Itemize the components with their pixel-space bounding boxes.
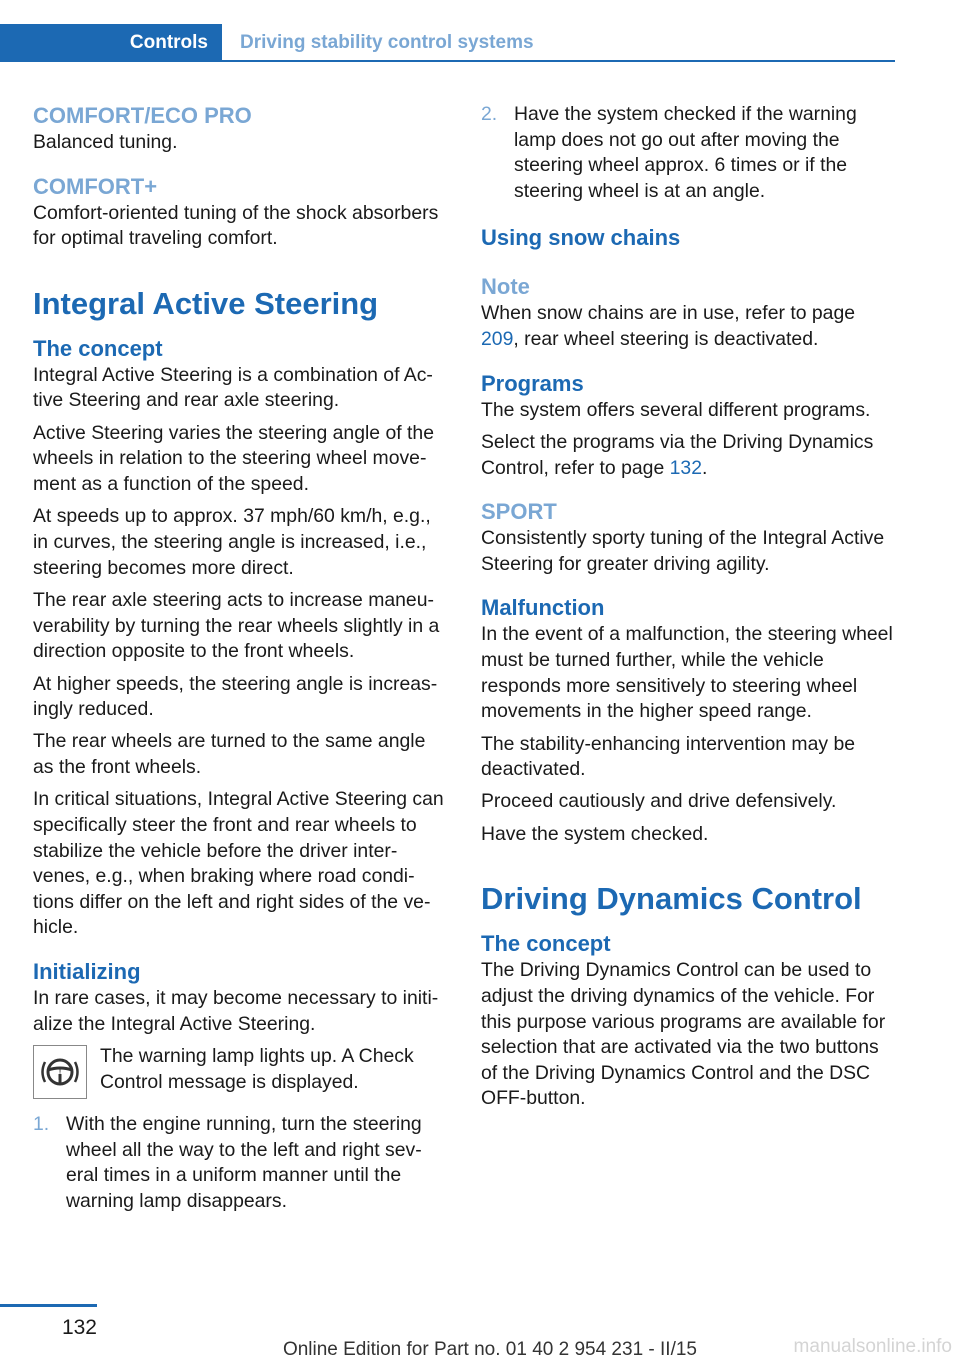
step-number: 2. <box>481 103 498 125</box>
left-column <box>33 102 447 1221</box>
para-malfunction-4: Have the system checked. <box>481 822 709 845</box>
heading-the-concept-2: The concept <box>481 931 611 957</box>
para-malfunction-3: Proceed cautiously and drive defensively. <box>481 790 837 813</box>
heading-programs: Programs <box>481 370 584 396</box>
edition-info: Online Edition for Part no. 01 40 2 954 231 - II/15 <box>282 1339 697 1360</box>
para-malfunction-2: The stability-enhancing intervention may be deactivated. <box>481 732 856 781</box>
para-comfort-eco: Balanced tuning. <box>33 131 178 153</box>
programs-text-pre: Select the programs via the Driving Dynamics Control, refer to page <box>481 430 874 479</box>
heading-note: Note <box>481 274 530 300</box>
header-section: Controls <box>129 32 208 53</box>
heading-initializing: Initializing <box>33 959 141 985</box>
right-column <box>481 102 895 1119</box>
para-sport: Consistently sporty tuning of the Integral Active Steering for greater driving agility. <box>481 527 885 575</box>
para-concept-4: The rear axle steering acts to increase maneuverability by turning the rear wheels slightly in a direction opposite to the front wheels. <box>33 588 440 663</box>
heading-the-concept: The concept <box>33 335 163 361</box>
para-initializing: In rare cases, it may become necessary to initialize the Integral Active Steering. <box>33 987 439 1035</box>
page-link-132[interactable]: 132 <box>669 456 702 479</box>
para-programs-2 <box>481 430 895 481</box>
para-concept-6: The rear wheels are turned to the same angle as the front wheels. <box>33 730 426 779</box>
header-rule <box>222 60 895 62</box>
heading-integral-active-steering: Integral Active Steering <box>33 285 379 321</box>
para-concept-3: At speeds up to approx. 37 mph/60 km/h, e.g., in curves, the steering angle is increased, i.e., steering becomes more direct. <box>33 505 431 579</box>
heading-comfort-plus: COMFORT+ <box>33 173 158 199</box>
para-malfunction-1: In the event of a malfunction, the steering wheel must be turned further, while the vehicle responds more sensitively to steering wheel movements in the higher speed range. <box>481 623 893 723</box>
svg-text:!: ! <box>58 1068 62 1076</box>
step-1 <box>33 1112 447 1214</box>
header-subsection: Driving stability control systems <box>240 32 534 53</box>
page-number: 132 <box>61 1316 97 1339</box>
heading-sport: SPORT <box>481 499 557 525</box>
note-text-pre: When snow chains are in use, refer to page <box>481 302 856 325</box>
footer-rule <box>0 1304 97 1307</box>
para-comfort-plus: Comfort-oriented tuning of the shock absorbers for optimal traveling comfort. <box>33 201 439 250</box>
warning-text: The warning lamp lights up. A Check Control message is displayed. <box>100 1045 414 1093</box>
heading-snow-chains: Using snow chains <box>481 225 681 251</box>
warning-notice <box>33 1044 447 1099</box>
para-programs-1: The system offers several different programs. <box>481 398 871 421</box>
page-header <box>0 24 895 62</box>
heading-driving-dynamics-control: Driving Dynamics Control <box>481 881 862 917</box>
steering-warning-icon <box>33 1045 87 1099</box>
para-concept-7: In critical situations, Integral Active Steering can specifically steer the front and rear wheels to stabilize the vehicle before the driver intervenes, e.g., when braking where road conditions differ on the left and right sides of the vehicle. <box>33 788 444 939</box>
page-link-209[interactable]: 209 <box>481 327 514 350</box>
note-text-post: , rear wheel steering is deactivated. <box>513 327 819 350</box>
para-concept-2: Active Steering varies the steering angle of the wheels in relation to the steering wheel movement as a function of the speed. <box>33 421 434 495</box>
para-ddc: The Driving Dynamics Control can be used to adjust the driving dynamics of the vehicle. For this purpose various programs are available for selection that are activated via the two buttons of the Driving Dynamics Control and the DSC OFF-button. <box>481 959 886 1110</box>
step-2 <box>481 102 895 204</box>
para-note <box>481 301 895 352</box>
programs-text-post: . <box>701 456 708 479</box>
para-concept-5: At higher speeds, the steering angle is increasingly reduced. <box>33 672 438 721</box>
step-number: 1. <box>33 1113 50 1136</box>
step-text: Have the system checked if the warning lamp does not go out after moving the steering wheel approx. 6 times or if the steering wheel is at an angle. <box>514 103 857 202</box>
watermark: manualsonline.info <box>793 1336 952 1357</box>
para-concept-1: Integral Active Steering is a combination of Active Steering and rear axle steering. <box>33 363 433 412</box>
step-text: With the engine running, turn the steering wheel all the way to the left and right several times in a uniform manner until the warning lamp disappears. <box>66 1113 422 1212</box>
heading-malfunction: Malfunction <box>481 595 605 621</box>
heading-comfort-eco: COMFORT/ECO PRO <box>33 103 252 128</box>
